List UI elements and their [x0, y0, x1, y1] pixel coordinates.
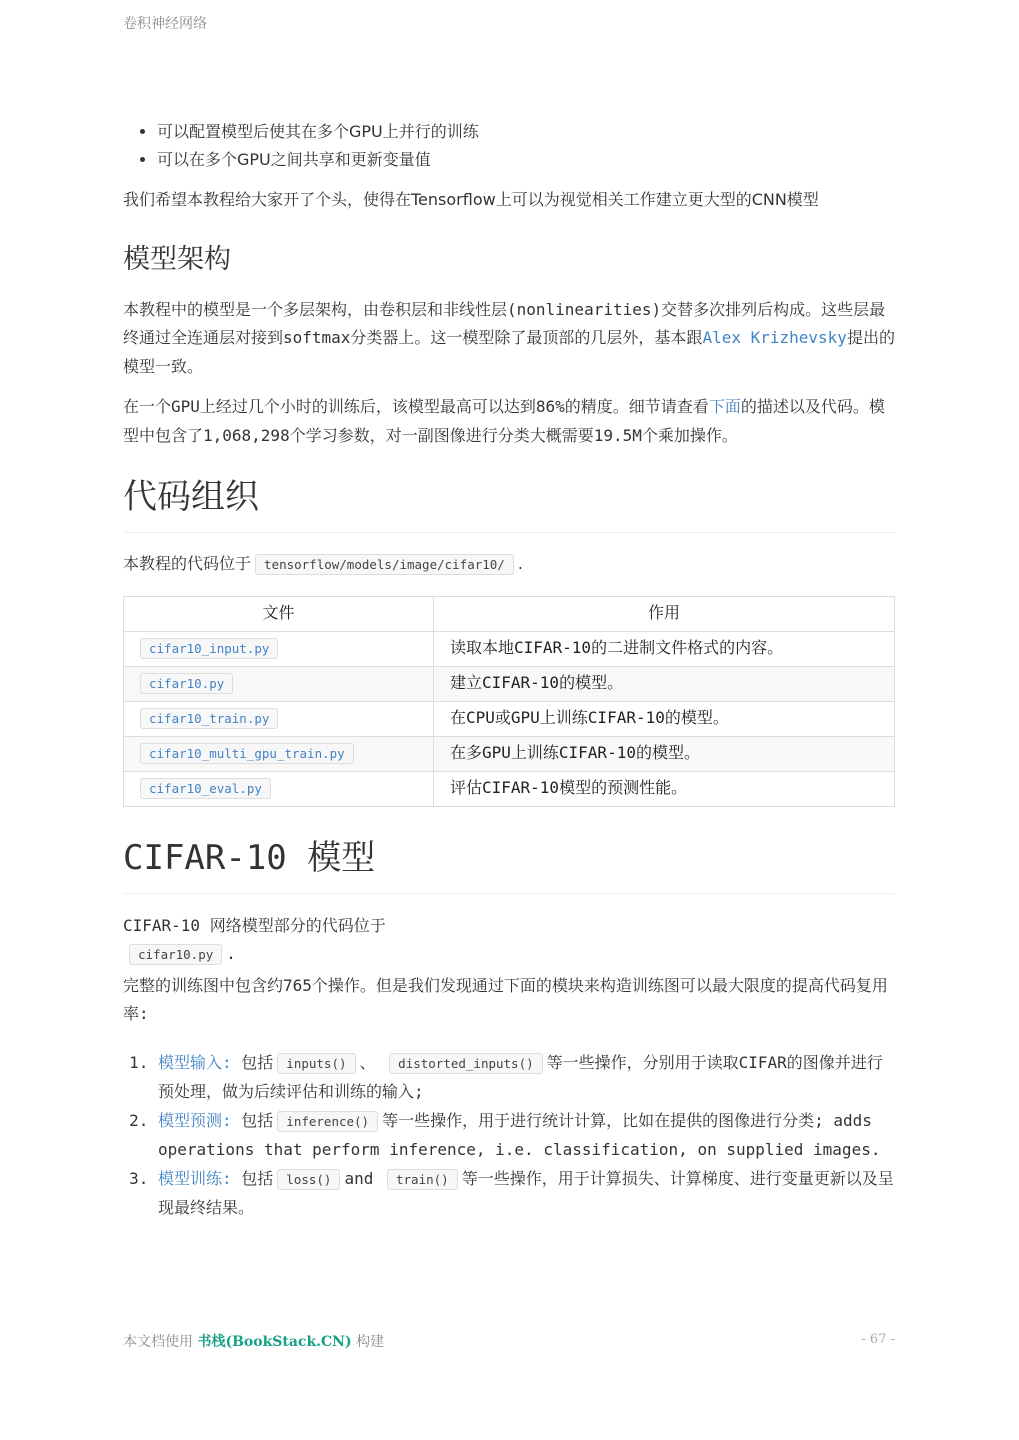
- details-below-link[interactable]: 下面: [708, 397, 741, 416]
- file-cell: [124, 631, 434, 666]
- code-path: tensorflow/models/image/cifar10/: [255, 554, 514, 575]
- code-location-suffix: .: [517, 554, 523, 573]
- table-row: [124, 701, 895, 736]
- file-cell: [124, 736, 434, 771]
- module-text: 等一些操作，用于计算损失、计算梯度、进行变量更新以及呈现最终结果。: [158, 1168, 894, 1217]
- purpose-cell: 评估CIFAR-10模型的预测性能。: [434, 771, 895, 806]
- code-location-line: [123, 550, 895, 580]
- running-title: 卷积神经网络: [123, 16, 207, 32]
- gpu-accuracy-paragraph: [123, 393, 895, 450]
- purpose-cell: 建立CIFAR-10的模型。: [434, 666, 895, 701]
- footer-credit: [123, 1331, 384, 1351]
- training-graph-paragraph: 完整的训练图中包含约765个操作。但是我们发现通过下面的模块来构造训练图可以最大限度的提高代码复用率:: [123, 975, 888, 1023]
- cifar-code-location: [123, 912, 895, 970]
- file-cell: [124, 771, 434, 806]
- column-header-purpose: 作用: [434, 596, 895, 631]
- feature-bullet-list: [123, 118, 895, 174]
- file-name: cifar10.py: [140, 673, 233, 694]
- bullet-item: • 可以配置模型后使其在多个GPU上并行的训练: [157, 118, 895, 146]
- table-row: [124, 736, 895, 771]
- files-table: [123, 596, 895, 807]
- function-code: inputs(): [277, 1053, 355, 1074]
- list-item: [158, 1165, 895, 1223]
- module-list: [123, 1049, 895, 1223]
- gpu-accuracy-text-end: 的描述以及代码。模型中包含了1,068,298个学习参数，对一副图像进行分类大概需要19.5M个乘加操作。: [123, 397, 885, 445]
- module-text: 等一些操作，用于进行统计计算，比如在提供的图像进行分类; adds operations that perform inference, i.e. classification, on supplied images.: [158, 1110, 881, 1159]
- purpose-cell: 在CPU或GPU上训练CIFAR-10的模型。: [434, 701, 895, 736]
- model-arch-text-end: 提出的模型一致。: [123, 328, 895, 376]
- footer-credit-pre: 本文档使用: [123, 1334, 193, 1350]
- page-content: [123, 118, 895, 1223]
- file-name: cifar10_eval.py: [140, 778, 271, 799]
- footer-credit-post: 构建: [356, 1334, 385, 1350]
- list-item: [158, 1049, 895, 1107]
- module-term: 模型输入:: [158, 1052, 232, 1072]
- gpu-accuracy-text: 在一个GPU上经过几个小时的训练后，该模型最高可以达到86%的精度。细节请查看: [123, 397, 709, 416]
- model-arch-text: 本教程中的模型是一个多层架构，由卷积层和非线性层(nonlinearities)交替多次排列后构成。这些层最终通过全连通层对接到softmax分类器上。这一模型除了最顶部的几层外，基本跟: [123, 299, 886, 347]
- module-text: 包括: [241, 1168, 274, 1188]
- file-name: cifar10_input.py: [140, 638, 278, 659]
- module-separator: 、: [359, 1052, 376, 1072]
- model-arch-heading: 模型架构: [123, 243, 231, 275]
- alex-krizhevsky-link[interactable]: Alex Krizhevsky: [702, 328, 847, 347]
- table-row: [124, 771, 895, 806]
- bookstack-link[interactable]: 书栈(BookStack.CN): [197, 1334, 352, 1350]
- file-cell: [124, 701, 434, 736]
- file-name: cifar10_multi_gpu_train.py: [140, 743, 354, 764]
- code-location-label: 本教程的代码位于: [123, 554, 252, 573]
- function-code: train(): [387, 1169, 458, 1190]
- model-arch-paragraph: [123, 296, 895, 382]
- cifar-model-heading: CIFAR-10 模型: [123, 835, 895, 894]
- cifar-location-code-line: [123, 940, 895, 970]
- function-code: inference(): [277, 1111, 378, 1132]
- purpose-cell: 读取本地CIFAR-10的二进制文件格式的内容。: [434, 631, 895, 666]
- column-header-file: 文件: [124, 596, 434, 631]
- page-number: - 67 -: [861, 1332, 895, 1347]
- module-text: 包括: [241, 1110, 274, 1130]
- module-text: 包括: [241, 1052, 274, 1072]
- module-separator: and: [344, 1168, 374, 1188]
- bullet-item: • 可以在多个GPU之间共享和更新变量值: [157, 146, 895, 174]
- code-org-heading: 代码组织: [123, 474, 895, 533]
- function-code: distorted_inputs(): [389, 1053, 542, 1074]
- function-code: loss(): [277, 1169, 340, 1190]
- purpose-cell: 在多GPU上训练CIFAR-10的模型。: [434, 736, 895, 771]
- table-header-row: [124, 596, 895, 631]
- module-term: 模型训练:: [158, 1168, 232, 1188]
- file-name: cifar10_train.py: [140, 708, 278, 729]
- module-term: 模型预测:: [158, 1110, 232, 1130]
- module-text: 等一些操作，分别用于读取CIFAR的图像并进行预处理，做为后续评估和训练的输入;: [158, 1052, 883, 1101]
- table-row: [124, 631, 895, 666]
- cifar-location-text: CIFAR-10 网络模型部分的代码位于: [123, 915, 386, 935]
- table-row: [124, 666, 895, 701]
- list-item: [158, 1107, 895, 1165]
- intro-paragraph: 我们希望本教程给大家开了个头，使得在Tensorflow上可以为视觉相关工作建立更大型的CNN模型: [123, 190, 819, 209]
- cifar10-file-code: cifar10.py: [129, 944, 222, 965]
- cifar-location-suffix: .: [226, 944, 236, 963]
- file-cell: [124, 666, 434, 701]
